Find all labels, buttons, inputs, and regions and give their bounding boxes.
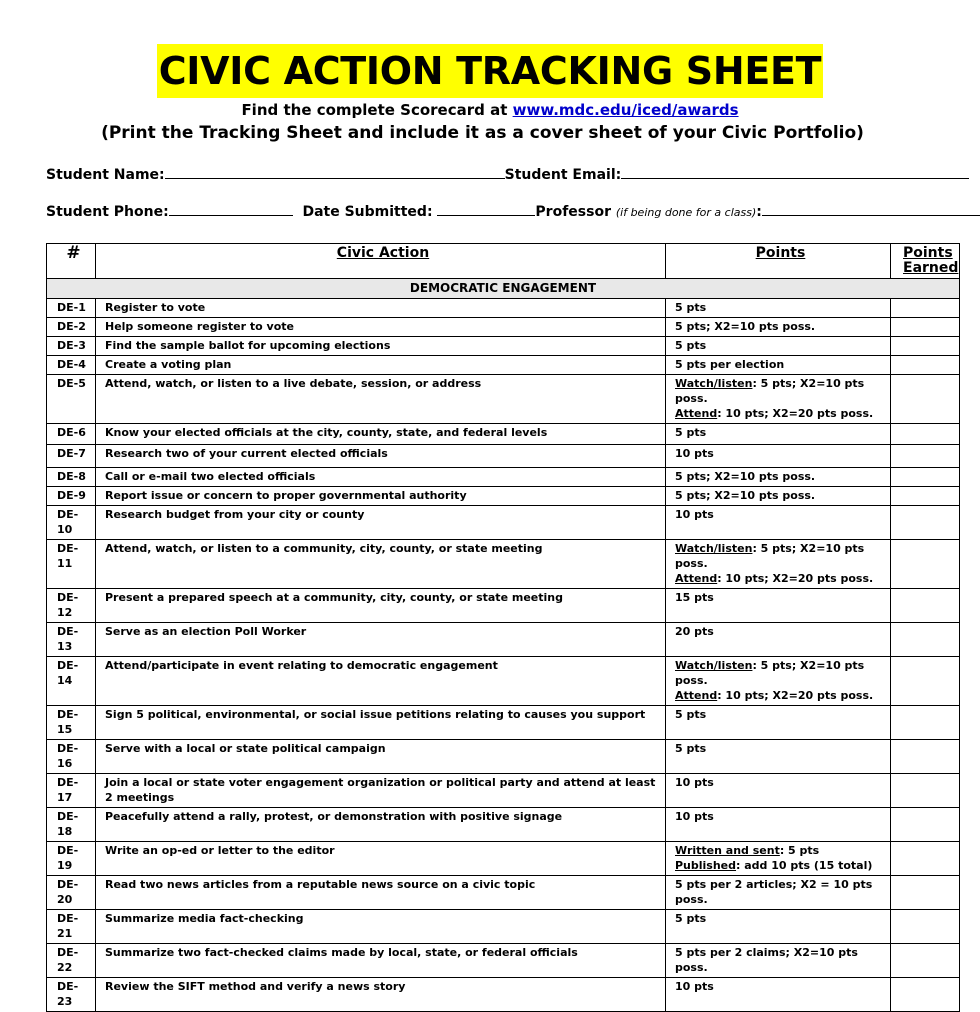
name-email-row (46, 164, 969, 183)
scorecard-note (0, 101, 980, 119)
row-points-earned-cell[interactable] (891, 808, 960, 842)
row-action: Serve with a local or state political campaign (96, 740, 666, 774)
row-points (666, 657, 891, 706)
row-points: 5 pts (666, 740, 891, 774)
row-action: Research budget from your city or county (96, 506, 666, 540)
section-header: DEMOCRATIC ENGAGEMENT (47, 279, 960, 299)
student-phone-field[interactable] (169, 201, 293, 216)
row-points-earned-cell[interactable] (891, 337, 960, 356)
student-email-label: Student Email: (504, 167, 622, 183)
row-points: 5 pts per election (666, 356, 891, 375)
table-row (47, 978, 960, 1012)
row-points-earned-cell[interactable] (891, 487, 960, 506)
row-action: Help someone register to vote (96, 318, 666, 337)
points-part: Written and sent (675, 844, 780, 857)
table-row (47, 842, 960, 876)
student-phone-label: Student Phone: (46, 204, 169, 220)
scorecard-link[interactable]: www.mdc.edu/iced/awards (512, 101, 739, 119)
row-action: Peacefully attend a rally, protest, or demonstration with positive signage (96, 808, 666, 842)
row-action: Call or e-mail two elected officials (96, 468, 666, 487)
row-action: Read two news articles from a reputable news source on a civic topic (96, 876, 666, 910)
table-row (47, 589, 960, 623)
points-part: : add 10 pts (15 total) (736, 859, 873, 872)
row-action: Serve as an election Poll Worker (96, 623, 666, 657)
row-id: DE-7 (47, 445, 96, 468)
table-row (47, 808, 960, 842)
row-points (666, 540, 891, 589)
row-action: Create a voting plan (96, 356, 666, 375)
row-id: DE-20 (47, 876, 96, 910)
points-part: Attend (675, 689, 718, 702)
row-action: Report issue or concern to proper governmental authority (96, 487, 666, 506)
row-action: Find the sample ballot for upcoming elections (96, 337, 666, 356)
row-points-earned-cell[interactable] (891, 318, 960, 337)
student-name-label: Student Name: (46, 167, 165, 183)
row-points: 5 pts (666, 299, 891, 318)
row-action: Know your elected officials at the city, county, state, and federal levels (96, 424, 666, 445)
points-part: Attend (675, 407, 718, 420)
table-row (47, 706, 960, 740)
row-points: 5 pts (666, 337, 891, 356)
table-row (47, 876, 960, 910)
row-action: Attend, watch, or listen to a live debate, session, or address (96, 375, 666, 424)
row-points: 5 pts (666, 910, 891, 944)
row-points: 10 pts (666, 506, 891, 540)
row-points: 10 pts (666, 808, 891, 842)
points-part: : 10 pts; X2=20 pts poss. (717, 407, 874, 420)
row-id: DE-6 (47, 424, 96, 445)
row-points: 10 pts (666, 445, 891, 468)
points-part: : 5 pts; X2=10 pts poss. (675, 659, 865, 687)
points-part: Watch/listen (675, 542, 753, 555)
date-submitted-label: Date Submitted: (302, 204, 433, 220)
row-id: DE-5 (47, 375, 96, 424)
table-row (47, 299, 960, 318)
table-row (47, 944, 960, 978)
row-points-earned-cell[interactable] (891, 706, 960, 740)
row-id: DE-8 (47, 468, 96, 487)
phone-date-row (46, 201, 980, 220)
header-points: Points (666, 244, 891, 279)
table-row (47, 318, 960, 337)
row-action: Join a local or state voter engagement organization or political party and attend at least 2 meetings (96, 774, 666, 808)
row-points-earned-cell[interactable] (891, 876, 960, 910)
row-points-earned-cell[interactable] (891, 740, 960, 774)
row-points: 10 pts (666, 774, 891, 808)
points-part: Attend (675, 572, 718, 585)
tracking-table (46, 243, 960, 1012)
row-action: Sign 5 political, environmental, or social issue petitions relating to causes you support (96, 706, 666, 740)
row-id: DE-15 (47, 706, 96, 740)
table-row (47, 487, 960, 506)
row-points: 10 pts (666, 978, 891, 1012)
row-action: Register to vote (96, 299, 666, 318)
row-action: Attend, watch, or listen to a community, city, county, or state meeting (96, 540, 666, 589)
row-id: DE-19 (47, 842, 96, 876)
row-points-earned-cell[interactable] (891, 375, 960, 424)
row-points: 5 pts (666, 706, 891, 740)
table-row (47, 468, 960, 487)
points-part: : 10 pts; X2=20 pts poss. (717, 689, 874, 702)
professor-field[interactable] (762, 201, 980, 216)
row-points-earned-cell[interactable] (891, 299, 960, 318)
table-row (47, 506, 960, 540)
table-row (47, 623, 960, 657)
row-points: 20 pts (666, 623, 891, 657)
header-points-earned: Points Earned (891, 244, 960, 279)
row-points-earned-cell[interactable] (891, 978, 960, 1012)
row-points-earned-cell[interactable] (891, 424, 960, 445)
row-id: DE-17 (47, 774, 96, 808)
professor-colon: : (756, 204, 762, 220)
table-row (47, 740, 960, 774)
row-points-earned-cell[interactable] (891, 506, 960, 540)
points-part: : 5 pts; X2=10 pts poss. (675, 377, 865, 405)
row-id: DE-4 (47, 356, 96, 375)
table-row (47, 910, 960, 944)
table-row (47, 774, 960, 808)
row-points (666, 375, 891, 424)
row-action: Write an op-ed or letter to the editor (96, 842, 666, 876)
row-id: DE-23 (47, 978, 96, 1012)
row-id: DE-21 (47, 910, 96, 944)
table-row (47, 356, 960, 375)
row-points-earned-cell[interactable] (891, 445, 960, 468)
row-action: Summarize two fact-checked claims made by local, state, or federal officials (96, 944, 666, 978)
table-row (47, 337, 960, 356)
row-points-earned-cell[interactable] (891, 540, 960, 589)
row-action: Summarize media fact-checking (96, 910, 666, 944)
row-id: DE-9 (47, 487, 96, 506)
table-row (47, 424, 960, 445)
row-action: Research two of your current elected officials (96, 445, 666, 468)
student-name-field[interactable] (165, 164, 505, 179)
row-points-earned-cell[interactable] (891, 774, 960, 808)
points-part: Published (675, 859, 737, 872)
row-id: DE-13 (47, 623, 96, 657)
row-points: 5 pts per 2 claims; X2=10 pts poss. (666, 944, 891, 978)
table-row (47, 375, 960, 424)
row-action: Review the SIFT method and verify a news story (96, 978, 666, 1012)
row-points: 5 pts (666, 424, 891, 445)
row-id: DE-12 (47, 589, 96, 623)
header-civic-action: Civic Action (96, 244, 666, 279)
row-points-earned-cell[interactable] (891, 468, 960, 487)
table-row (47, 540, 960, 589)
header-number: # (47, 244, 96, 279)
row-id: DE-11 (47, 540, 96, 589)
row-action: Present a prepared speech at a community, city, county, or state meeting (96, 589, 666, 623)
table-row (47, 445, 960, 468)
row-id: DE-1 (47, 299, 96, 318)
row-id: DE-2 (47, 318, 96, 337)
points-part: Watch/listen (675, 659, 753, 672)
student-email-field[interactable] (621, 164, 969, 179)
table-row (47, 657, 960, 706)
row-points: 5 pts; X2=10 pts poss. (666, 318, 891, 337)
row-id: DE-16 (47, 740, 96, 774)
date-submitted-field[interactable] (437, 201, 535, 216)
row-points-earned-cell[interactable] (891, 910, 960, 944)
row-points-earned-cell[interactable] (891, 944, 960, 978)
row-points: 15 pts (666, 589, 891, 623)
row-points: 5 pts; X2=10 pts poss. (666, 487, 891, 506)
row-points-earned-cell[interactable] (891, 623, 960, 657)
print-instruction: (Print the Tracking Sheet and include it as a cover sheet of your Civic Portfolio) (101, 123, 864, 143)
points-part: : 5 pts; X2=10 pts poss. (675, 542, 865, 570)
row-points-earned-cell[interactable] (891, 657, 960, 706)
row-id: DE-18 (47, 808, 96, 842)
row-points (666, 842, 891, 876)
row-points: 5 pts; X2=10 pts poss. (666, 468, 891, 487)
row-id: DE-14 (47, 657, 96, 706)
row-points-earned-cell[interactable] (891, 589, 960, 623)
points-part: : 10 pts; X2=20 pts poss. (717, 572, 874, 585)
row-id: DE-22 (47, 944, 96, 978)
row-points: 5 pts per 2 articles; X2 = 10 pts poss. (666, 876, 891, 910)
row-points-earned-cell[interactable] (891, 842, 960, 876)
points-part: Watch/listen (675, 377, 753, 390)
row-action: Attend/participate in event relating to democratic engagement (96, 657, 666, 706)
page-title: CIVIC ACTION TRACKING SHEET (157, 44, 824, 98)
row-id: DE-10 (47, 506, 96, 540)
professor-label: Professor (535, 204, 611, 220)
row-points-earned-cell[interactable] (891, 356, 960, 375)
scorecard-note-text: Find the complete Scorecard at (241, 101, 513, 119)
points-part: : 5 pts (779, 844, 820, 857)
row-id: DE-3 (47, 337, 96, 356)
professor-note: (if being done for a class) (615, 206, 757, 219)
